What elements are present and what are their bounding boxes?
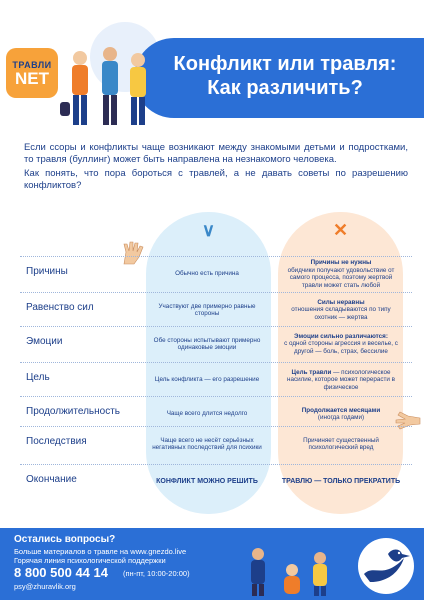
row-ending xyxy=(20,464,412,500)
footer-more-link[interactable]: Больше материалов о травле на www.gnezdo.live xyxy=(14,547,187,556)
cross-icon: ✕ xyxy=(332,220,349,240)
footer-phone[interactable]: 8 800 500 44 14 xyxy=(14,565,108,580)
row-label: Окончание xyxy=(26,474,77,485)
bullying-bold-text: Эмоции сильно различаются: xyxy=(294,332,388,340)
bullying-cell xyxy=(280,292,402,328)
bullying-text: Причиняет существенный психологический вред xyxy=(303,436,379,451)
conflict-text: Чаще всего длится недолго xyxy=(166,410,248,418)
conflict-text: Обе стороны испытывают примерно одинаковые эмоции xyxy=(153,336,261,351)
conflict-cell xyxy=(148,292,266,328)
row-label: Продолжительность xyxy=(26,406,120,417)
bullying-text: — психологическое насилие, которое может перерасти в физическое xyxy=(286,368,396,391)
row-label: Цель xyxy=(26,372,50,383)
bullying-cell xyxy=(280,362,402,398)
footer-question: Остались вопросы? xyxy=(14,534,116,545)
bullying-bold-text: Продолжается месяцами xyxy=(301,406,381,414)
conflict-text: Цель конфликта — его разрешение xyxy=(154,376,260,384)
conflict-cell xyxy=(148,426,266,462)
conflict-cell xyxy=(148,362,266,398)
bullying-cell xyxy=(280,326,402,362)
bullying-bold-text: Причины не нужны xyxy=(310,259,372,266)
kids-illustration xyxy=(240,540,340,598)
footer-hotline: Горячая линия психологической поддержки xyxy=(14,556,166,565)
page-title xyxy=(150,52,420,100)
stork-logo xyxy=(354,536,418,596)
conflict-text: Чаще всего не несёт серьёзных негативных последствий для психики xyxy=(152,436,262,451)
bullying-cell xyxy=(280,426,402,462)
logo-top-text: ТРАВЛИ xyxy=(12,59,52,70)
intro-paragraph-2: Как понять, что пора бороться с травлей, а не давать советы по разрешению конфликтов? xyxy=(24,168,408,191)
bullying-text: ТРАВЛЮ — ТОЛЬКО ПРЕКРАТИТЬ xyxy=(281,478,401,486)
conflict-cell xyxy=(148,464,266,500)
row-consequences xyxy=(20,426,412,462)
intro-paragraph-1: Если ссоры и конфликты чаще возникают между знакомыми детьми и подростками, то травля (буллинг) может быть направлена на незнакомого человека. xyxy=(24,142,408,165)
row-label: Эмоции xyxy=(26,336,63,347)
conflict-cell xyxy=(148,326,266,362)
people-illustration xyxy=(60,40,155,132)
row-label: Причины xyxy=(26,266,68,277)
title-line-2: Как различить? xyxy=(207,77,363,99)
bullying-bold-text: Цель травли xyxy=(291,368,332,376)
bullying-bold-text: Силы неравны xyxy=(317,298,365,306)
row-causes xyxy=(20,256,412,292)
row-goal xyxy=(20,362,412,398)
bullying-text: (иногда годами) xyxy=(317,414,365,421)
intro xyxy=(24,142,408,194)
bullying-text: отношения складываются по типу охотник — жертва xyxy=(291,306,391,321)
conflict-cell xyxy=(148,256,266,292)
bullying-cell xyxy=(280,464,402,500)
footer-email[interactable]: psy@zhuravlik.org xyxy=(14,582,76,591)
row-label: Равенство сил xyxy=(26,302,94,313)
footer-hours: (пн-пт, 10:00-20:00) xyxy=(123,569,190,578)
title-line-1: Конфликт или травля: xyxy=(173,53,397,75)
row-emotions xyxy=(20,326,412,362)
row-power-balance xyxy=(20,292,412,328)
logo xyxy=(6,48,58,98)
conflict-text: Обычно есть причина xyxy=(175,270,239,278)
bullying-text: с одной стороны агрессия и веселье, с другой — боль, страх, бессилие xyxy=(284,340,398,355)
row-label: Последствия xyxy=(26,436,87,447)
bullying-cell xyxy=(280,256,402,292)
conflict-text: КОНФЛИКТ МОЖНО РЕШИТЬ xyxy=(156,478,258,486)
header xyxy=(0,0,424,135)
conflict-text: Участвуют две примерно равные стороны xyxy=(158,302,256,317)
bullying-text: обидчики получают удовольствие от самого процесса, поэтому жертвой травли может стать любой xyxy=(287,266,395,289)
logo-net-text: NET xyxy=(15,68,49,88)
check-icon: ∨ xyxy=(201,220,216,240)
